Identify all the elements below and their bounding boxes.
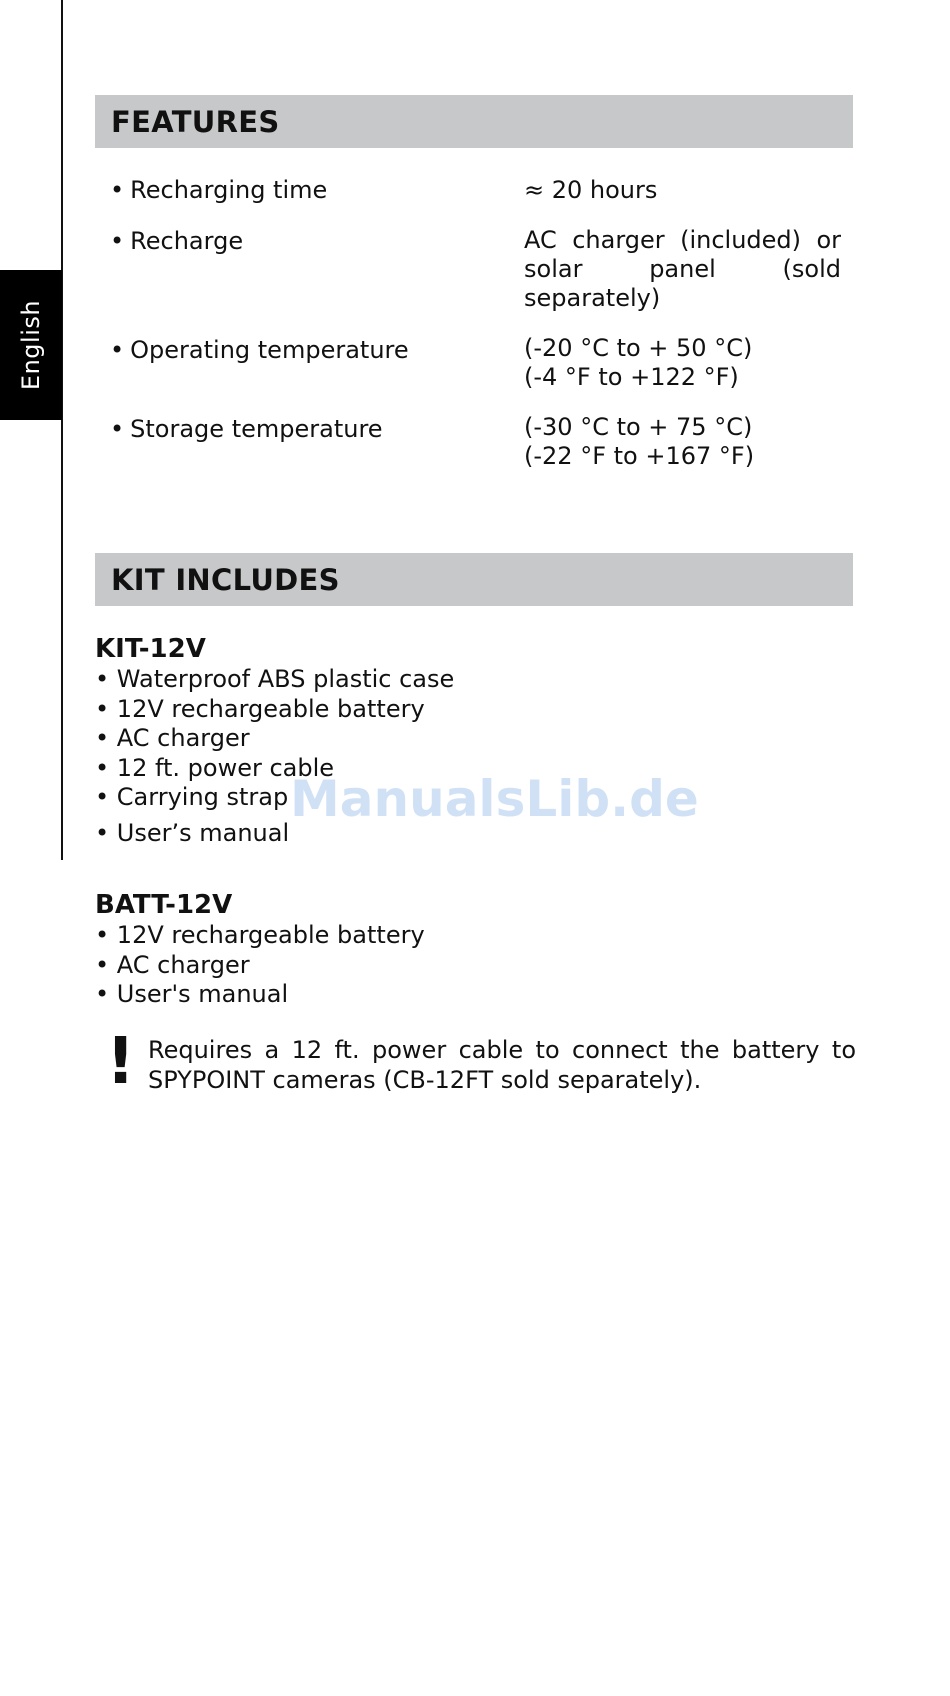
notice-text: Requires a 12 ft. power cable to connect the battery to SPYPOINT cameras (CB-12FT sold separately).: [148, 1036, 856, 1094]
feature-value: (-22 °F to +167 °F): [524, 442, 755, 470]
watermark: ManualsLib.de: [290, 770, 699, 828]
language-tab: [0, 270, 62, 420]
feature-label: Storage temperature: [130, 415, 383, 443]
list-item: • User’s manual: [95, 819, 454, 849]
feature-label: Recharging time: [130, 176, 328, 204]
kit-includes-heading: KIT INCLUDES: [95, 553, 853, 606]
list-item: • AC charger: [95, 951, 425, 981]
list-item: • 12 ft. power cable: [95, 754, 454, 784]
exclamation-icon: !: [106, 1025, 136, 1099]
batt-12v-list: [95, 921, 425, 1010]
features-heading: FEATURES: [95, 95, 853, 148]
list-item: • 12V rechargeable battery: [95, 921, 425, 951]
feature-value: AC charger (included) or solar panel (sold separately): [524, 226, 841, 312]
feature-value: (-20 °C to + 50 °C): [524, 334, 753, 362]
feature-value: ≈ 20 hours: [524, 176, 658, 204]
list-item: • Waterproof ABS plastic case: [95, 665, 454, 695]
feature-value: (-4 °F to +122 °F): [524, 363, 739, 391]
language-tab-label: English: [17, 299, 46, 391]
feature-value: (-30 °C to + 75 °C): [524, 413, 753, 441]
list-item: • 12V rechargeable battery: [95, 695, 454, 725]
list-item: • AC charger: [95, 724, 454, 754]
feature-label: Operating temperature: [130, 336, 409, 364]
list-item: • Carrying strap: [95, 783, 454, 813]
kit-12v-title: KIT-12V: [95, 634, 206, 664]
list-item: • User's manual: [95, 980, 425, 1010]
feature-label: Recharge: [130, 227, 244, 255]
margin-rule: [61, 0, 63, 860]
batt-12v-title: BATT-12V: [95, 890, 233, 920]
